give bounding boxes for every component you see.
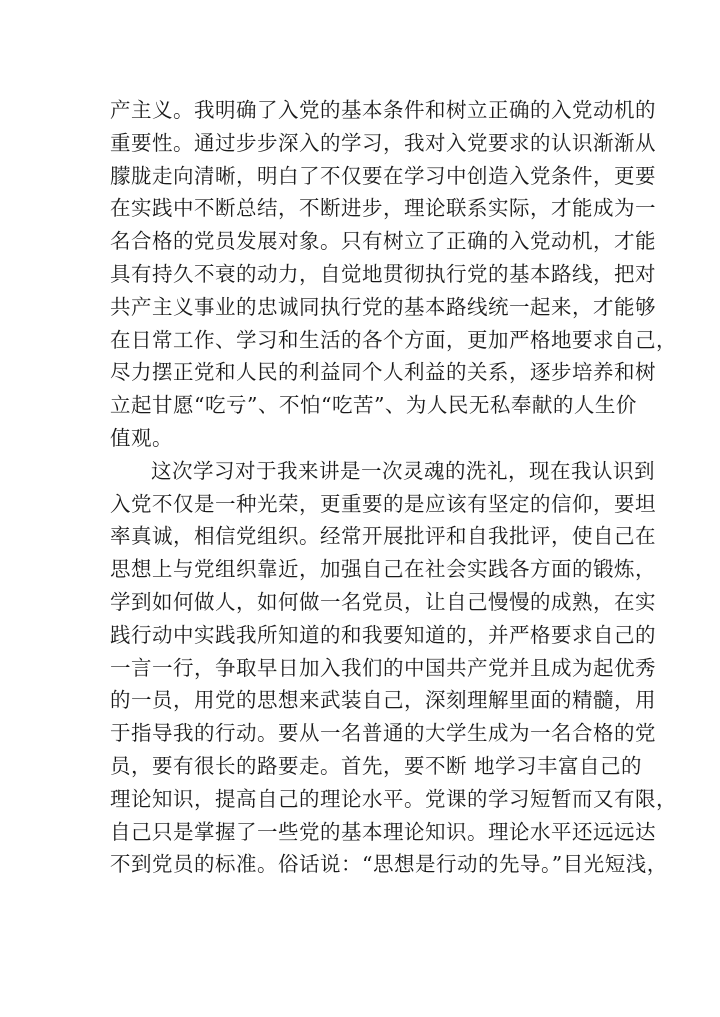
text-line: 的一员，用党的思想来武装自己，深刻理解里面的精髓，用 xyxy=(110,688,656,713)
text-line: 自己只是掌握了一些党的基本理论知识。理论水平还远远达 xyxy=(110,819,656,844)
text-line: 员，要有很长的路要走。首先，要不断 地学习丰富自己的 xyxy=(110,753,643,778)
text-line: 朦胧走向清晰，明白了不仅要在学习中创造入党条件，更要 xyxy=(110,163,656,188)
text-line: 在实践中不断总结，不断进步，理论联系实际，才能成为一 xyxy=(110,196,656,221)
text-line: 率真诚，相信党组织。经常开展批评和自我批评，使自己在 xyxy=(110,524,656,549)
text-line: 值观。 xyxy=(110,425,173,450)
text-line: 产主义。我明确了入党的基本条件和树立正确的入党动机的 xyxy=(110,98,656,122)
text-line: 于指导我的行动。要从一名普通的大学生成为一名合格的党 xyxy=(110,721,656,746)
text-line: 名合格的党员发展对象。只有树立了正确的入党动机，才能 xyxy=(110,229,656,254)
text-line: 一言一行，争取早日加入我们的中国共产党并且成为起优秀 xyxy=(110,655,656,680)
text-line: 这次学习对于我来讲是一次灵魂的洗礼，现在我认识到 xyxy=(151,458,655,483)
text-line: 理论知识，提高自己的理论水平。党课的学习短暂而又有限， xyxy=(110,786,677,811)
text-line: 共产主义事业的忠诚同执行党的基本路线统一起来，才能够 xyxy=(110,294,656,319)
text-line: 立起甘愿“吃亏”、不怕“吃苦”、为人民无私奉献的人生价 xyxy=(110,393,637,418)
text-line: 具有持久不衰的动力，自觉地贯彻执行党的基本路线，把对 xyxy=(110,261,656,286)
body-text xyxy=(110,94,677,881)
paragraph-1 xyxy=(110,94,677,455)
paragraph-2 xyxy=(110,455,677,881)
text-line: 践行动中实践我所知道的和我要知道的，并严格要求自己的 xyxy=(110,622,656,647)
text-line: 尽力摆正党和人民的利益同个人利益的关系，逐步培养和树 xyxy=(110,360,656,385)
text-line: 学到如何做人，如何做一名党员，让自己慢慢的成熟，在实 xyxy=(110,589,656,614)
text-line: 重要性。通过步步深入的学习，我对入党要求的认识渐渐从 xyxy=(110,130,656,155)
text-line: 入党不仅是一种光荣，更重要的是应该有坚定的信仰，要坦 xyxy=(110,491,656,516)
text-line: 思想上与党组织靠近，加强自己在社会实践各方面的锻炼， xyxy=(110,557,656,582)
text-line: 在日常工作、学习和生活的各个方面，更加严格地要求自己， xyxy=(110,327,677,352)
text-line: 不到党员的标准。俗话说：“思想是行动的先导。”目光短浅， xyxy=(110,852,668,877)
